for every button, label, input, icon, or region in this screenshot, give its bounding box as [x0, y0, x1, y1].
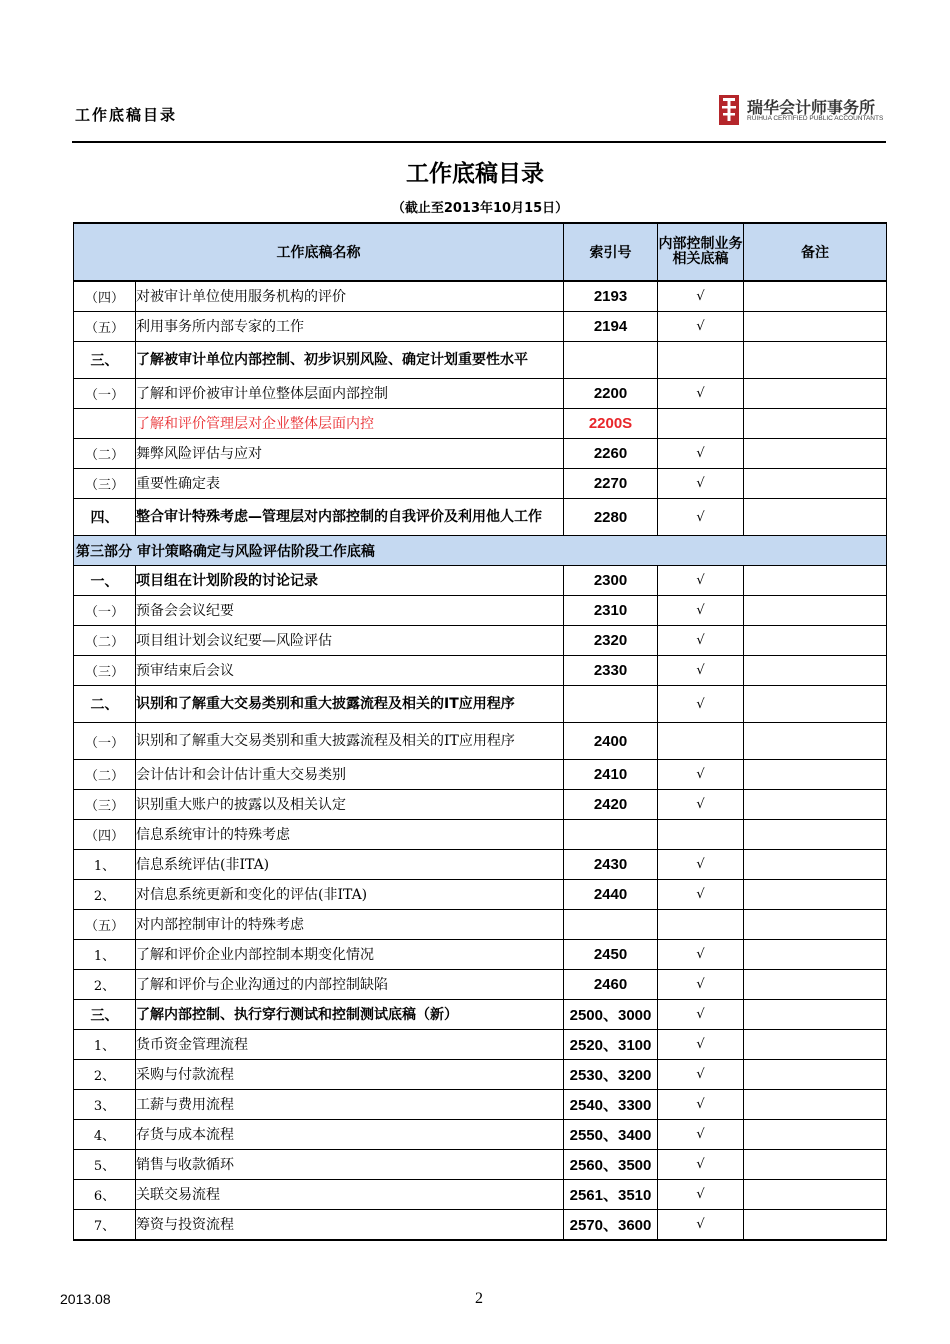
row-name: 识别重大账户的披露以及相关认定	[136, 790, 564, 820]
logo-mark-icon	[718, 94, 740, 126]
row-remark	[744, 820, 887, 850]
row-index-number	[564, 342, 658, 379]
section-title: 第三部分 审计策略确定与风险评估阶段工作底稿	[74, 536, 887, 566]
table-row	[74, 281, 887, 312]
row-sequence: 4、	[74, 1120, 136, 1150]
company-logo	[718, 92, 888, 128]
row-name: 对被审计单位使用服务机构的评价	[136, 281, 564, 312]
row-name: 货币资金管理流程	[136, 1030, 564, 1060]
row-remark	[744, 910, 887, 940]
row-ic-check: √	[658, 596, 744, 626]
row-index-number: 2194	[564, 312, 658, 342]
row-name: 销售与收款循环	[136, 1150, 564, 1180]
row-sequence: 一、	[74, 566, 136, 596]
table-row	[74, 656, 887, 686]
table-row	[74, 626, 887, 656]
row-ic-check: √	[658, 566, 744, 596]
row-name: 项目组在计划阶段的讨论记录	[136, 566, 564, 596]
row-index-number: 2410	[564, 760, 658, 790]
row-ic-check: √	[658, 1000, 744, 1030]
row-ic-check: √	[658, 940, 744, 970]
header-divider	[72, 141, 886, 143]
row-remark	[744, 723, 887, 760]
row-index-number: 2550、3400	[564, 1120, 658, 1150]
row-name: 项目组计划会议纪要—风险评估	[136, 626, 564, 656]
row-index-number	[564, 686, 658, 723]
row-name: 信息系统审计的特殊考虑	[136, 820, 564, 850]
row-remark	[744, 1210, 887, 1241]
table-row	[74, 566, 887, 596]
document-subtitle: （截止至2013年10月15日）	[391, 201, 569, 216]
table-row	[74, 1120, 887, 1150]
row-index-number: 2430	[564, 850, 658, 880]
row-index-number: 2520、3100	[564, 1030, 658, 1060]
table-row	[74, 1210, 887, 1241]
row-remark	[744, 1150, 887, 1180]
section-header-row	[74, 536, 887, 566]
row-remark	[744, 940, 887, 970]
row-ic-check: √	[658, 656, 744, 686]
row-remark	[744, 1000, 887, 1030]
row-index-number: 2440	[564, 880, 658, 910]
table-row	[74, 880, 887, 910]
table-row	[74, 312, 887, 342]
row-sequence: （四）	[74, 281, 136, 312]
row-sequence: 2、	[74, 970, 136, 1000]
row-remark	[744, 1030, 887, 1060]
row-sequence: （一）	[74, 723, 136, 760]
row-ic-check: √	[658, 686, 744, 723]
row-ic-check	[658, 910, 744, 940]
table-row	[74, 970, 887, 1000]
row-index-number: 2193	[564, 281, 658, 312]
row-name: 采购与付款流程	[136, 1060, 564, 1090]
table-row	[74, 850, 887, 880]
workpaper-index-table	[73, 222, 887, 1241]
row-name: 舞弊风险评估与应对	[136, 439, 564, 469]
header-title: 工作底稿目录	[75, 106, 178, 124]
row-sequence: 5、	[74, 1150, 136, 1180]
row-ic-check	[658, 723, 744, 760]
row-remark	[744, 850, 887, 880]
document-title: 工作底稿目录	[406, 161, 544, 187]
row-sequence: （二）	[74, 760, 136, 790]
column-header-remark: 备注	[744, 223, 887, 281]
row-sequence: （一）	[74, 596, 136, 626]
row-ic-check	[658, 342, 744, 379]
row-ic-check: √	[658, 760, 744, 790]
table-row	[74, 790, 887, 820]
row-sequence: 2、	[74, 880, 136, 910]
row-remark	[744, 1120, 887, 1150]
row-sequence: （三）	[74, 656, 136, 686]
table-row	[74, 596, 887, 626]
row-name: 预备会会议纪要	[136, 596, 564, 626]
table-row	[74, 439, 887, 469]
row-remark	[744, 626, 887, 656]
row-index-number: 2200S	[564, 409, 658, 439]
row-name: 对信息系统更新和变化的评估(非ITA)	[136, 880, 564, 910]
row-remark	[744, 566, 887, 596]
table-row	[74, 723, 887, 760]
row-remark	[744, 790, 887, 820]
row-remark	[744, 439, 887, 469]
page-number: 2	[475, 1290, 483, 1307]
row-sequence: （三）	[74, 790, 136, 820]
row-remark	[744, 312, 887, 342]
row-index-number: 2420	[564, 790, 658, 820]
row-index-number: 2320	[564, 626, 658, 656]
row-ic-check	[658, 820, 744, 850]
row-index-number: 2400	[564, 723, 658, 760]
footer-date: 2013.08	[60, 1291, 111, 1307]
row-ic-check: √	[658, 1120, 744, 1150]
table-row	[74, 1150, 887, 1180]
row-index-number: 2460	[564, 970, 658, 1000]
row-name: 识别和了解重大交易类别和重大披露流程及相关的IT应用程序	[136, 686, 564, 723]
row-ic-check	[658, 409, 744, 439]
row-index-number: 2270	[564, 469, 658, 499]
row-remark	[744, 409, 887, 439]
row-name: 关联交易流程	[136, 1180, 564, 1210]
column-header-ic: 内部控制业务相关底稿	[658, 223, 744, 281]
column-header-name: 工作底稿名称	[74, 223, 564, 281]
row-sequence: （三）	[74, 469, 136, 499]
row-name: 会计估计和会计估计重大交易类别	[136, 760, 564, 790]
row-ic-check: √	[658, 790, 744, 820]
row-remark	[744, 596, 887, 626]
row-remark	[744, 1090, 887, 1120]
row-index-number: 2561、3510	[564, 1180, 658, 1210]
row-sequence: 三、	[74, 1000, 136, 1030]
row-sequence: 1、	[74, 1030, 136, 1060]
row-remark	[744, 880, 887, 910]
row-sequence: 7、	[74, 1210, 136, 1241]
row-ic-check: √	[658, 1060, 744, 1090]
row-sequence: （五）	[74, 312, 136, 342]
row-ic-check: √	[658, 499, 744, 536]
row-index-number: 2450	[564, 940, 658, 970]
table-header-row	[74, 223, 887, 281]
row-remark	[744, 760, 887, 790]
logo-company-name-en: RUIHUA CERTIFIED PUBLIC ACCOUNTANTS	[747, 115, 884, 122]
row-sequence: （二）	[74, 626, 136, 656]
row-index-number: 2310	[564, 596, 658, 626]
row-sequence: 1、	[74, 940, 136, 970]
row-name: 了解和评价企业内部控制本期变化情况	[136, 940, 564, 970]
row-name: 预审结束后会议	[136, 656, 564, 686]
row-ic-check: √	[658, 469, 744, 499]
row-name: 信息系统评估(非ITA)	[136, 850, 564, 880]
table-row	[74, 409, 887, 439]
row-index-number	[564, 820, 658, 850]
row-remark	[744, 499, 887, 536]
table-row	[74, 342, 887, 379]
row-sequence: （一）	[74, 379, 136, 409]
row-name: 工薪与费用流程	[136, 1090, 564, 1120]
row-ic-check: √	[658, 1030, 744, 1060]
row-sequence: （四）	[74, 820, 136, 850]
row-sequence: 1、	[74, 850, 136, 880]
row-name: 对内部控制审计的特殊考虑	[136, 910, 564, 940]
row-sequence: 三、	[74, 342, 136, 379]
row-ic-check: √	[658, 312, 744, 342]
row-ic-check: √	[658, 970, 744, 1000]
row-index-number: 2300	[564, 566, 658, 596]
table-row	[74, 1180, 887, 1210]
row-ic-check: √	[658, 1150, 744, 1180]
row-remark	[744, 970, 887, 1000]
row-name: 存货与成本流程	[136, 1120, 564, 1150]
row-index-number: 2560、3500	[564, 1150, 658, 1180]
row-index-number: 2200	[564, 379, 658, 409]
row-name: 了解内部控制、执行穿行测试和控制测试底稿（新）	[136, 1000, 564, 1030]
row-name: 了解和评价管理层对企业整体层面内控	[136, 409, 564, 439]
row-ic-check: √	[658, 1210, 744, 1241]
row-name: 识别和了解重大交易类别和重大披露流程及相关的IT应用程序	[136, 723, 564, 760]
row-index-number: 2330	[564, 656, 658, 686]
row-sequence: 四、	[74, 499, 136, 536]
table-row	[74, 760, 887, 790]
table-row	[74, 1030, 887, 1060]
table-row	[74, 910, 887, 940]
row-sequence: 二、	[74, 686, 136, 723]
row-index-number: 2540、3300	[564, 1090, 658, 1120]
row-name: 整合审计特殊考虑—管理层对内部控制的自我评价及利用他人工作	[136, 499, 564, 536]
row-remark	[744, 1060, 887, 1090]
table-row	[74, 469, 887, 499]
column-header-index: 索引号	[564, 223, 658, 281]
table-row	[74, 499, 887, 536]
row-ic-check: √	[658, 379, 744, 409]
row-sequence: （二）	[74, 439, 136, 469]
row-index-number: 2280	[564, 499, 658, 536]
row-name: 了解和评价被审计单位整体层面内部控制	[136, 379, 564, 409]
row-remark	[744, 379, 887, 409]
row-ic-check: √	[658, 1090, 744, 1120]
row-sequence	[74, 409, 136, 439]
row-ic-check: √	[658, 281, 744, 312]
row-remark	[744, 342, 887, 379]
row-remark	[744, 469, 887, 499]
row-index-number: 2570、3600	[564, 1210, 658, 1241]
row-name: 重要性确定表	[136, 469, 564, 499]
row-sequence: 3、	[74, 1090, 136, 1120]
row-sequence: 6、	[74, 1180, 136, 1210]
row-remark	[744, 281, 887, 312]
row-remark	[744, 1180, 887, 1210]
logo-company-name: 瑞华会计师事务所	[747, 98, 876, 117]
table-row	[74, 686, 887, 723]
table-row	[74, 820, 887, 850]
table-row	[74, 1060, 887, 1090]
row-ic-check: √	[658, 626, 744, 656]
table-row	[74, 1000, 887, 1030]
row-ic-check: √	[658, 850, 744, 880]
table-row	[74, 940, 887, 970]
row-index-number: 2500、3000	[564, 1000, 658, 1030]
row-remark	[744, 686, 887, 723]
row-remark	[744, 656, 887, 686]
table-row	[74, 1090, 887, 1120]
row-index-number: 2260	[564, 439, 658, 469]
row-ic-check: √	[658, 439, 744, 469]
row-ic-check: √	[658, 1180, 744, 1210]
row-name: 了解被审计单位内部控制、初步识别风险、确定计划重要性水平	[136, 342, 564, 379]
row-index-number	[564, 910, 658, 940]
row-name: 利用事务所内部专家的工作	[136, 312, 564, 342]
row-sequence: （五）	[74, 910, 136, 940]
row-sequence: 2、	[74, 1060, 136, 1090]
table-row	[74, 379, 887, 409]
row-name: 筹资与投资流程	[136, 1210, 564, 1241]
row-ic-check: √	[658, 880, 744, 910]
row-index-number: 2530、3200	[564, 1060, 658, 1090]
row-name: 了解和评价与企业沟通过的内部控制缺陷	[136, 970, 564, 1000]
